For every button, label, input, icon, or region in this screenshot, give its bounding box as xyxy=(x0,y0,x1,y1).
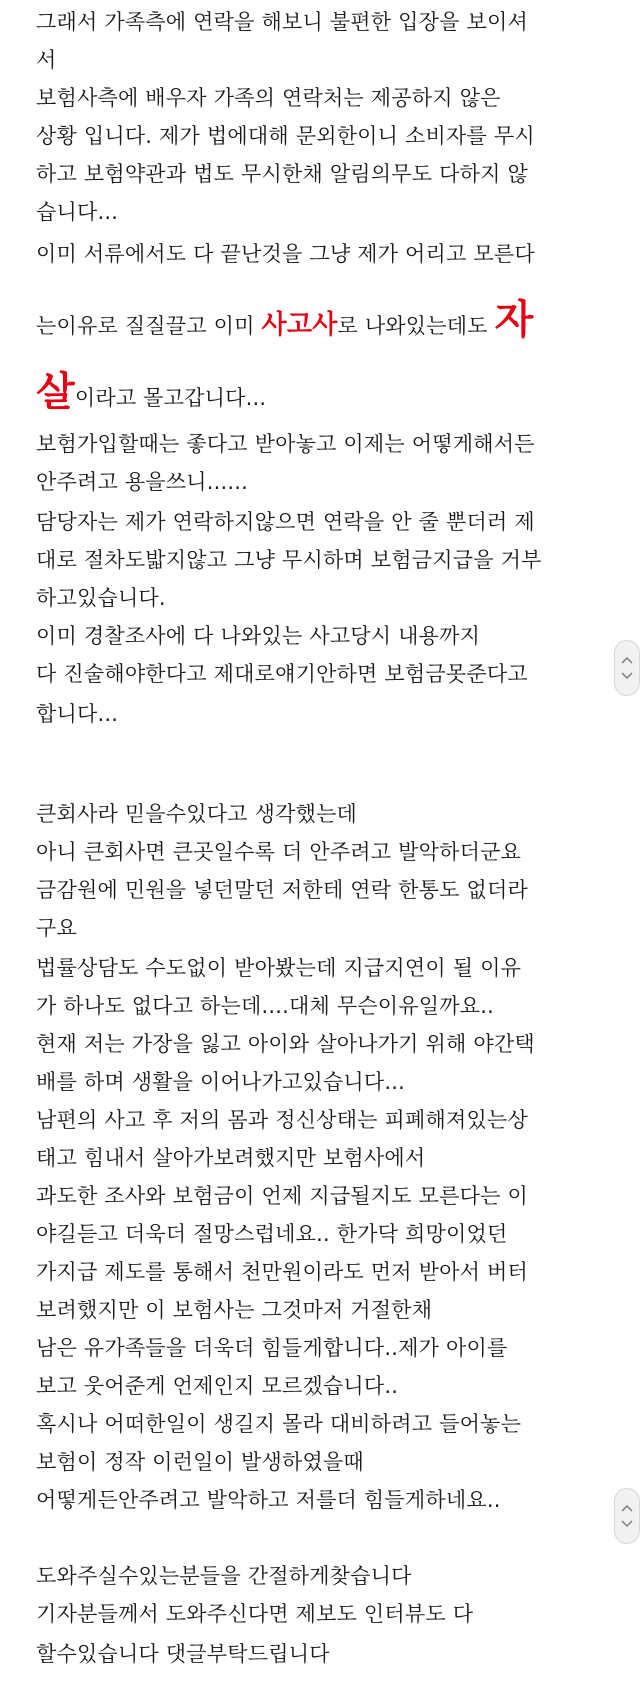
post-line: 과도한 조사와 보험금이 언제 지급될지도 모른다는 이 xyxy=(36,1184,528,1208)
post-line: 이미 경찰조사에 다 나와있는 사고당시 내용까지 xyxy=(36,624,481,648)
post-line: 보험사측에 배우자 가족의 연락처는 제공하지 않은 xyxy=(36,86,501,110)
post-line: 가지급 제도를 통해서 천만원이라도 먼저 받아서 버터 xyxy=(36,1260,528,1284)
post-line: 그래서 가족측에 연락을 해보니 불편한 입장을 보이셔 xyxy=(36,10,528,34)
post-line: 도와주실수있는분들을 간절하게찾습니다 xyxy=(36,1564,412,1588)
post-line: 대로 절차도밟지않고 그냥 무시하며 보험금지급을 거부 xyxy=(36,548,542,572)
post-line: 아니 큰회사면 큰곳일수록 더 안주려고 발악하더군요 xyxy=(36,840,522,864)
post-line: 보험이 정작 이런일이 발생하였을때 xyxy=(36,1450,364,1474)
post-line: 태고 힘내서 살아가보려했지만 보험사에서 xyxy=(36,1146,426,1170)
post-line: 보고 웃어준게 언제인지 모르겠습니다.. xyxy=(36,1374,399,1398)
post-line: 상황 입니다. 제가 법에대해 문외한이니 소비자를 무시 xyxy=(36,124,535,148)
post-line: 보려했지만 이 보험사는 그것마저 거절한채 xyxy=(36,1298,433,1322)
chevron-up-icon xyxy=(621,1505,633,1512)
post-line: 큰회사라 믿을수있다고 생각했는데 xyxy=(36,802,358,826)
post-line: 하고 보험약관과 법도 무시한채 알림의무도 다하지 않 xyxy=(36,162,528,186)
post-line: 남은 유가족들을 더욱더 힘들게합니다..제가 아이를 xyxy=(36,1336,508,1360)
post-line: 금감원에 민원을 넣던말던 저한테 연락 한통도 없더라 xyxy=(36,878,528,902)
scroll-handle[interactable] xyxy=(614,640,640,696)
post-text: 는이유로 질질끌고 이미 xyxy=(36,314,262,338)
post-line: 혹시나 어떠한일이 생길지 몰라 대비하려고 들어놓는 xyxy=(36,1412,522,1436)
post-line: 할수있습니다 댓글부탁드립니다 xyxy=(36,1642,330,1666)
post-line: 현재 저는 가장을 잃고 아이와 살아나가기 위해 야간택 xyxy=(36,1032,535,1056)
post-line: 남편의 사고 후 저의 몸과 정신상태는 피폐해져있는상 xyxy=(36,1108,528,1132)
post-line: 가 하나도 없다고 하는데....대체 무슨이유일까요.. xyxy=(36,994,494,1018)
post-line: 이미 서류에서도 다 끝난것을 그냥 제가 어리고 모른다 xyxy=(36,242,535,266)
post-line: 어떻게든안주려고 발악하고 저를더 힘들게하네요.. xyxy=(36,1488,501,1512)
chevron-up-icon xyxy=(621,657,633,664)
post-line: 안주려고 용을쓰니...... xyxy=(36,470,249,494)
post-line: 야길듣고 더욱더 절망스럽네요.. 한가닥 희망이었던 xyxy=(36,1222,508,1246)
highlight-text: 사고사 xyxy=(261,310,338,340)
post-line: 하고있습니다. xyxy=(36,586,166,610)
chevron-down-icon xyxy=(621,1520,633,1527)
post-line: 보험가입할때는 좋다고 받아놓고 이제는 어떻게해서든 xyxy=(36,432,535,456)
post-line-highlighted xyxy=(36,297,534,343)
post-line: 법률상담도 수도없이 받아봤는데 지급지연이 될 이유 xyxy=(36,956,522,980)
post-line: 다 진술해야한다고 제대로얘기안하면 보험금못준다고 xyxy=(36,662,528,686)
post-line: 기자분들께서 도와주신다면 제보도 인터뷰도 다 xyxy=(36,1602,474,1626)
chevron-down-icon xyxy=(621,672,633,679)
post-text: 이라고 몰고갑니다... xyxy=(74,386,267,410)
post-line-highlighted xyxy=(36,369,267,415)
scroll-handle[interactable] xyxy=(614,1488,640,1544)
highlight-text-large: 살 xyxy=(36,369,75,415)
post-line: 구요 xyxy=(36,916,77,940)
highlight-text-large: 자 xyxy=(494,297,534,343)
post-line: 서 xyxy=(36,48,57,72)
post-line: 습니다... xyxy=(36,200,119,224)
post-text: 로 나와있는데도 xyxy=(337,314,495,338)
post-line: 합니다... xyxy=(36,702,119,726)
post-line: 배를 하며 생활을 이어나가고있습니다... xyxy=(36,1070,406,1094)
post-line: 담당자는 제가 연락하지않으면 연락을 안 줄 뿐더러 제 xyxy=(36,510,535,534)
